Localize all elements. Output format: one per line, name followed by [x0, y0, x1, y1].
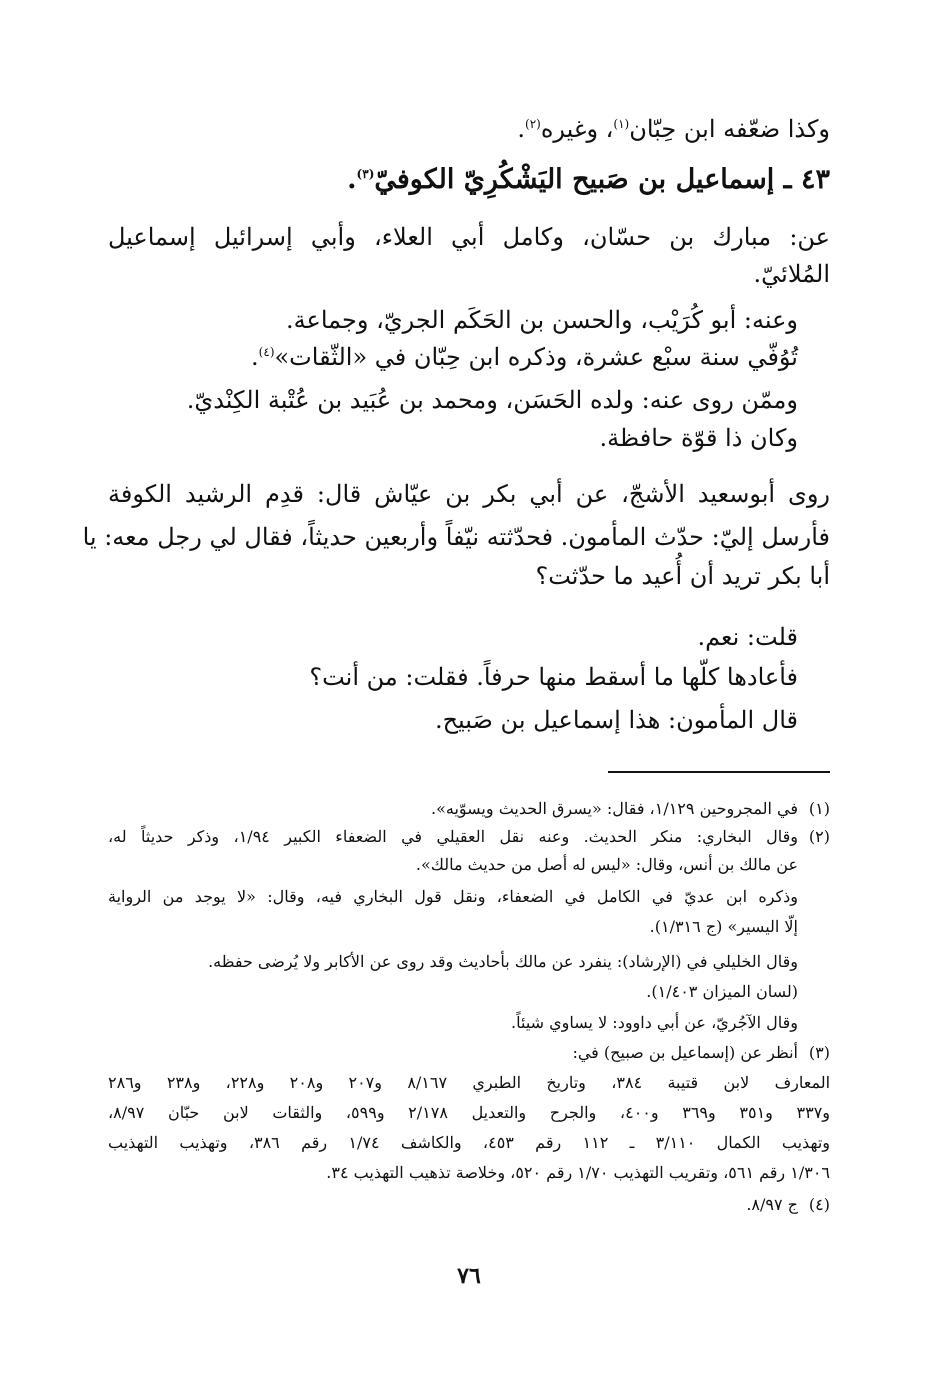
footnote-separator [608, 771, 830, 773]
footnote-number: (٣) [808, 1043, 830, 1062]
footnote-number: (٢) [808, 827, 830, 846]
text-line: وكذا ضعّفه ابن حِبّان$^{(١)}$، وغيره$^{(٢)}$. [517, 115, 830, 143]
text-line: فأعادها كلّها ما أسقط منها حرفاً. فقلت: من أنت؟ [309, 663, 798, 691]
text-line: وممّن روى عنه: ولده الحَسَن، ومحمد بن عُبَيد بن عُتْبة الكِنْديّ. [186, 386, 798, 414]
text-line: قال المأمون: هذا إسماعيل بن صَبيح. [434, 706, 798, 734]
footnote-line: عن مالك بن أنس، وقال: «ليس له أصل من حديث مالك». [415, 855, 798, 874]
text-line: تُوُفّي سنة سبْع عشرة، وذكره ابن حِبّان في «الثّقات»$^{(٤)}$. [251, 343, 798, 371]
footnote-line: وقال البخاري: منكر الحديث. وعنه نقل العقيلي في الضعفاء الكبير ١/٩٤، وذكر حديثاً له، [108, 827, 798, 846]
footnote-line: المعارف لابن قتيبة ٣٨٤، وتاريخ الطبري ٨/١٦٧ و٢٠٧ و٢٠٨ و٢٢٨، و٢٣٨ و٢٨٦ [108, 1073, 831, 1092]
footnote-line: (لسان الميزان ١/٤٠٣). [646, 982, 798, 1001]
footnote-number: (٤) [808, 1195, 830, 1214]
text-line: فأرسل إليّ: حدّث المأمون. فحدّثته نيّفاً وأربعين حديثاً، فقال لي رجل معه: يا [82, 523, 830, 551]
footnote-line: أنظر عن (إسماعيل بن صبيح) في: [572, 1043, 798, 1062]
text-line: قلت: نعم. [697, 623, 798, 651]
entry-title: ٤٣ ـ إسماعيل بن صَبيح اليَشْكُرِيّ الكوفيّ$^{(٣)}$. [347, 164, 830, 195]
footnote-line: وتهذيب الكمال ٣/١١٠ ـ ١١٢ رقم ٤٥٣، والكاشف ١/٧٤ رقم ٣٨٦، وتهذيب التهذيب [108, 1133, 831, 1152]
footnote-line: في المجروحين ١/١٢٩، فقال: «يسرق الحديث ويسوّيه». [430, 799, 798, 818]
footnote-line: وذكره ابن عديّ في الكامل في الضعفاء، ونقل قول البخاري فيه، وقال: «لا يوجد من الرواية [108, 887, 799, 906]
text-line: عن: مبارك بن حسّان، وكامل أبي العلاء، وأبي إسرائيل إسماعيل [108, 223, 831, 251]
text-line: المُلائيّ. [753, 260, 830, 288]
footnote-line: ج ٨/٩٧. [746, 1195, 798, 1214]
text-line: وكان ذا قوّة حافظة. [599, 424, 798, 452]
text-line: وعنه: أبو كُرَيْب، والحسن بن الحَكَم الجريّ، وجماعة. [286, 306, 798, 334]
footnote-line: وقال الخليلي في (الإرشاد): ينفرد عن مالك بأحاديث وقد روى عن الأكابر ولا يُرضى حفظه. [208, 952, 798, 971]
page-number: ٧٦ [457, 1263, 481, 1289]
footnote-line: و٣٣٧ و٣٥١ و٣٦٩ و٤٠٠، والجرح والتعديل ٢/١٧٨ و٥٩٩، والثقات لابن حبّان ٨/٩٧، [108, 1103, 831, 1122]
footnote-number: (١) [808, 799, 830, 818]
text-line: أبا بكر تريد أن أُعيد ما حدّثت؟ [535, 562, 830, 590]
footnote-line: إلّا اليسير» (ج ١/٣١٦). [649, 917, 798, 936]
text-line: روى أبوسعيد الأشجّ، عن أبي بكر بن عيّاش قال: قدِم الرشيد الكوفة [108, 480, 830, 508]
footnote-line: ١/٣٠٦ رقم ٥٦١، وتقريب التهذيب ١/٧٠ رقم ٥٢٠، وخلاصة تذهيب التهذيب ٣٤. [326, 1163, 830, 1182]
footnote-line: وقال الآجُريّ، عن أبي داوود: لا يساوي شيئاً. [511, 1013, 798, 1032]
